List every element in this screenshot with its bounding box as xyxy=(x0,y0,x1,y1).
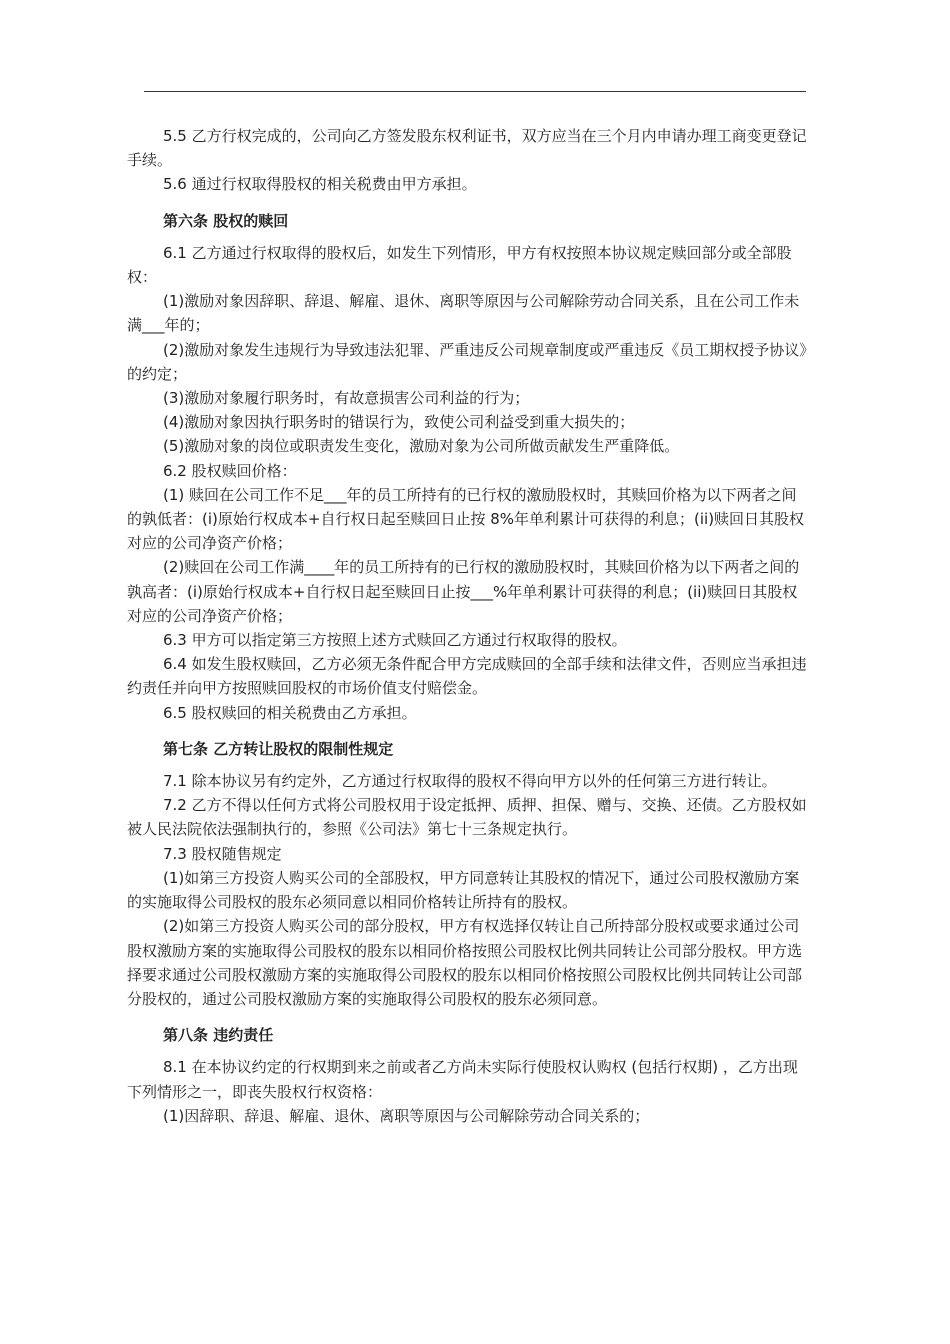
document-body xyxy=(127,124,811,1128)
paragraph: (2)如第三方投资人购买公司的部分股权，甲方有权选择仅转让自己所持部分股权或要求通过公司股权激励方案的实施取得公司股权的股东以相同价格按照公司股权比例共同转让公司部分股权。甲方选择要求通过公司股权激励方案的实施取得公司股权的股东以相同价格按照公司股权比例共同转让公司部分股权的，通过公司股权激励方案的实施取得公司股权的股东必须同意。 xyxy=(127,917,803,1008)
paragraph: (3)激励对象履行职务时，有故意损害公司利益的行为； xyxy=(163,389,530,408)
paragraph: (1) 赎回在公司工作不足___年的员工所持有的已行权的激励股权时，其赎回价格为以下两者之间的孰低者：(i)原始行权成本+自行权日起至赎回日止按 8%年单利累计可获得的利息；(ii)赎回日其股权对应的公司净资产价格； xyxy=(127,485,805,553)
paragraph: 7.3 股权随售规定 xyxy=(163,844,282,863)
header-rule xyxy=(144,91,806,92)
section-heading: 第八条 违约责任 xyxy=(163,1026,274,1045)
paragraph: 5.5 乙方行权完成的，公司向乙方签发股东权利证书，双方应当在三个月内申请办理工商变更登记手续。 xyxy=(127,127,807,170)
paragraph: 6.5 股权赎回的相关税费由乙方承担。 xyxy=(163,703,417,722)
paragraph: (1)因辞职、辞退、解雇、退休、离职等原因与公司解除劳动合同关系的； xyxy=(163,1106,650,1125)
paragraph: (1)如第三方投资人购买公司的全部股权，甲方同意转让其股权的情况下，通过公司股权激励方案的实施取得公司股权的股东必须同意以相同价格转让所持有的股权。 xyxy=(127,868,800,912)
paragraph: 6.4 如发生股权赎回，乙方必须无条件配合甲方完成赎回的全部手续和法律文件，否则应当承担违约责任并向甲方按照赎回股权的市场价值支付赔偿金。 xyxy=(127,655,807,698)
paragraph: 8.1 在本协议约定的行权期到来之前或者乙方尚未实际行使股权认购权 (包括行权期) ，乙方出现下列情形之一，即丧失股权行权资格： xyxy=(127,1058,798,1101)
paragraph: 5.6 通过行权取得股权的相关税费由甲方承担。 xyxy=(163,175,477,194)
paragraph: 6.2 股权赎回价格： xyxy=(163,461,297,480)
paragraph: (2)赎回在公司工作满____年的员工所持有的已行权的激励股权时，其赎回价格为以下两者之间的孰高者：(i)原始行权成本+自行权日起至赎回日止按___%年单利累计可获得的利息；(ii)赎回日其股权对应的公司净资产价格； xyxy=(127,558,800,625)
paragraph: (1)激励对象因辞职、辞退、解雇、退休、离职等原因与公司解除劳动合同关系，且在公司工作未满___年的； xyxy=(127,292,800,335)
paragraph: 7.1 除本协议另有约定外，乙方通过行权取得的股权不得向甲方以外的任何第三方进行转让。 xyxy=(163,772,777,791)
paragraph: 6.1 乙方通过行权取得的股权后，如发生下列情形，甲方有权按照本协议规定赎回部分或全部股权： xyxy=(127,243,792,287)
paragraph: (2)激励对象发生违规行为导致违法犯罪、严重违反公司规章制度或严重违反《员工期权授予协议》的约定； xyxy=(127,340,807,383)
section-heading: 第六条 股权的赎回 xyxy=(163,211,289,230)
section-heading: 第七条 乙方转让股权的限制性规定 xyxy=(163,739,394,758)
paragraph: 7.2 乙方不得以任何方式将公司股权用于设定抵押、质押、担保、赠与、交换、还债。乙方股权如被人民法院依法强制执行的，参照《公司法》第七十三条规定执行。 xyxy=(127,796,807,839)
paragraph: (5)激励对象的岗位或职责发生变化，激励对象为公司所做贡献发生严重降低。 xyxy=(163,437,680,456)
paragraph: (4)激励对象因执行职务时的错误行为，致使公司利益受到重大损失的； xyxy=(163,413,635,432)
paragraph: 6.3 甲方可以指定第三方按照上述方式赎回乙方通过行权取得的股权。 xyxy=(163,631,627,650)
